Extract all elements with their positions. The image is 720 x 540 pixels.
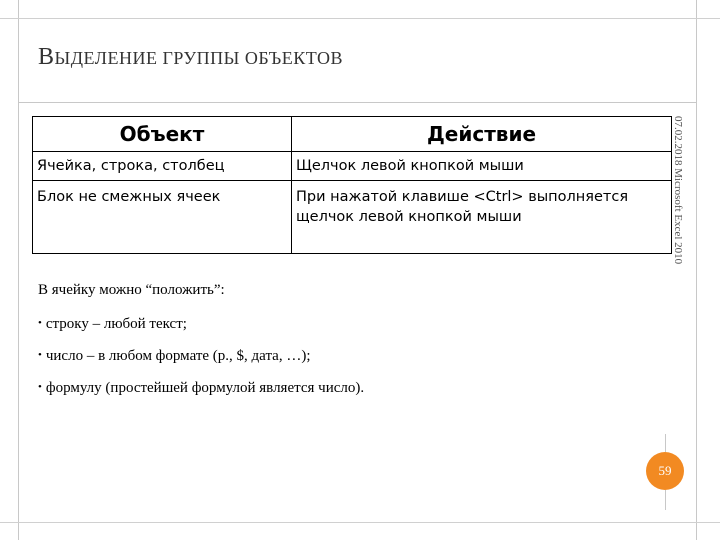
bottom-border-line (0, 522, 720, 523)
bullet-icon: • (38, 381, 42, 393)
intro-paragraph: В ячейку можно “положить”: (38, 282, 225, 298)
table-row (33, 152, 672, 181)
table-cell: При нажатой клавише <Ctrl> выполняется щелчок левой кнопкой мыши (292, 181, 672, 254)
badge-connector-top (665, 434, 666, 452)
title-divider (18, 102, 696, 103)
list-item (38, 380, 364, 397)
list-item (38, 348, 311, 365)
title-rest: ЫДЕЛЕНИЕ ГРУППЫ ОБЪЕКТОВ (54, 48, 343, 68)
table-row (33, 181, 672, 254)
bullet-icon: • (38, 349, 42, 361)
side-label (672, 116, 696, 306)
top-border-line (0, 18, 720, 19)
right-border-line (696, 0, 697, 540)
slide-title (38, 44, 343, 71)
table-header-row (33, 117, 672, 152)
title-first-letter: В (38, 44, 55, 70)
bullet-icon: • (38, 317, 42, 329)
actions-table (32, 116, 672, 254)
list-item-text: строку – любой текст; (45, 316, 187, 332)
table-header-action: Действие (292, 117, 672, 152)
table-cell: Щелчок левой кнопкой мыши (292, 152, 672, 181)
page-number-badge (646, 452, 684, 490)
list-item (38, 316, 187, 333)
table-cell: Ячейка, строка, столбец (33, 152, 292, 181)
badge-connector-bottom (665, 490, 666, 510)
list-item-text: число – в любом формате (р., $, дата, …); (45, 348, 311, 364)
table-cell: Блок не смежных ячеек (33, 181, 292, 254)
page-number: 59 (658, 463, 672, 478)
table-header-object: Объект (33, 117, 292, 152)
list-item-text: формулу (простейшей формулой является число). (45, 380, 365, 396)
side-label-text: 07.02.2018 Microsoft Excel 2010 (672, 116, 684, 265)
left-border-line (18, 0, 19, 540)
